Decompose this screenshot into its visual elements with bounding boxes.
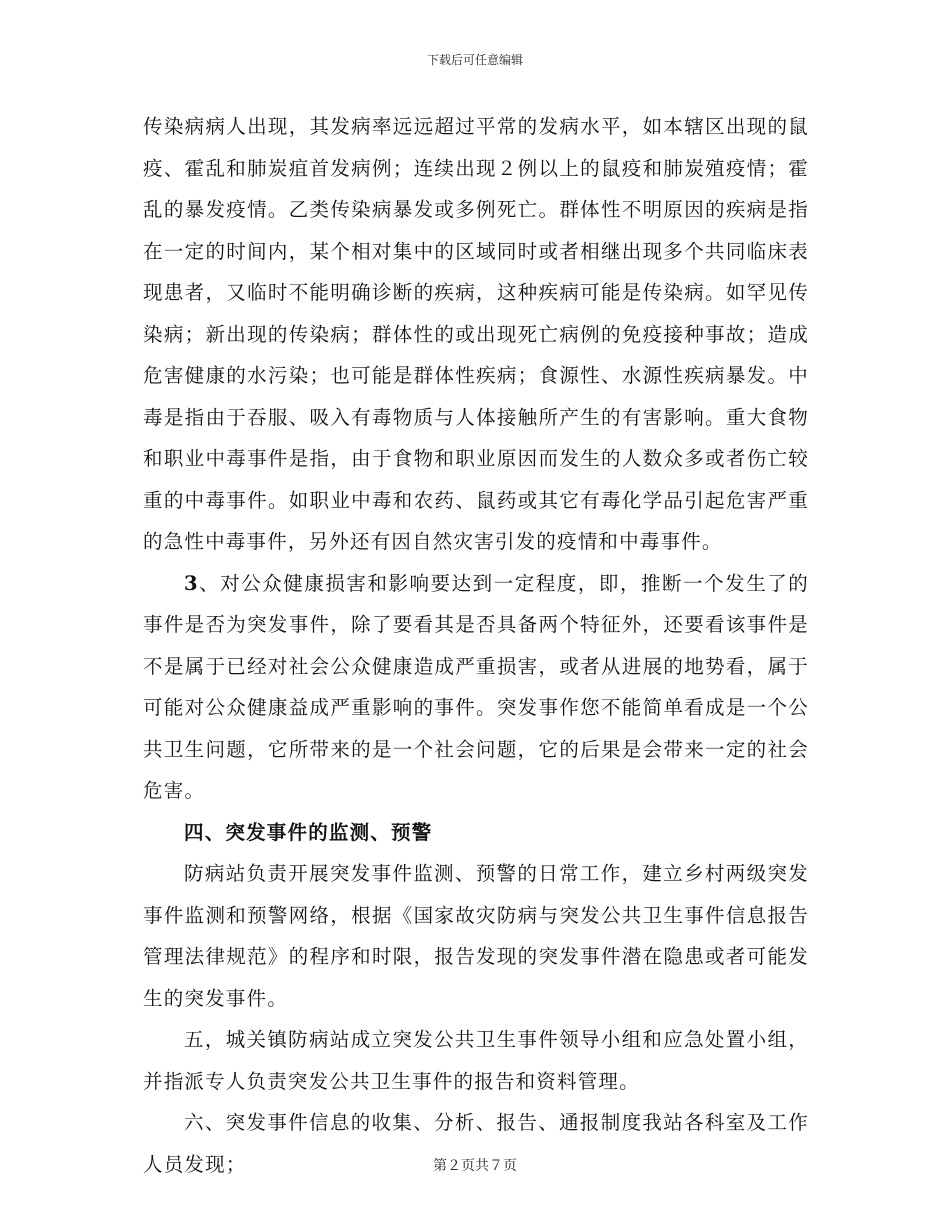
page-header: 下载后可任意编辑 [426,53,523,67]
section-heading-monitoring: 四、突发事件的监测、预警 [184,820,433,844]
paragraph-public-health-impact [143,563,809,812]
page-number: 第２页共７页 [433,1158,517,1174]
paragraph-outbreak-definitions: 传染病病人出现，其发病率远远超过平常的发病水平，如本辖区出现的鼠疫、霍乱和肺炭疽首发病例；连续出现２例以上的鼠疫和肺炭殖疫情；霍乱的暴发疫情。乙类传染病暴发或多例死亡。群体性不明原因的疾病是指在一定的时间内，某个相对集中的区域同时或者相继出现多个共同临床表现患者，又临时不能明确诊断的疾病，这种疾病可能是传染病。如罕见传染病；新出现的传染病；群体性的或出现死亡病例的免疫接种事故；造成危害健康的水污染；也可能是群体性疾病；食源性、水源性疾病暴发。中毒是指由于吞服、吸入有毒物质与人体接触所产生的有害影响。重大食物和职业中毒事件是指，由于食物和职业原因而发生的人数众多或者伤亡较重的中毒事件。如职业中毒和农药、鼠药或其它有毒化学品引起危害严重的急性中毒事件，另外还有因自然灾害引发的疫情和中毒事件。 [143,115,809,553]
paragraph-monitoring-duties: 防病站负责开展突发事件监测、预警的日常工作，建立乡村两级突发事件监测和预警网络，根据《国家故灾防病与突发公共卫生事件信息报告管理法律规范》的程序和时限，报告发现的突发事件潜在隐患或者可能发生的突发事件。 [143,862,809,1010]
paragraph-information-collection: 六、突发事件信息的收集、分析、报告、通报制度我站各科室及工作人员发现； [143,1111,809,1176]
list-number: 3 [184,571,199,595]
document-body [143,106,809,1185]
paragraph-leadership-group: 五，城关镇防病站成立突发公共卫生事件领导小组和应急处置小组，并指派专人负责突发公共卫生事件的报告和资料管理。 [143,1028,809,1093]
paragraph-text: 、对公众健康损害和影响要达到一定程度，即，推断一个发生了的事件是否为突发事件，除了要看其是否具备两个特征外，还要看该事件是不是属于已经对社会公众健康造成严重损害，或者从进展的地势看，属于可能对公众健康益成严重影响的事件。突发事作您不能简单看成是一个公共卫生问题，它所带来的是一个社会问题，它的后果是会带来一定的社会危害。 [143,571,809,802]
